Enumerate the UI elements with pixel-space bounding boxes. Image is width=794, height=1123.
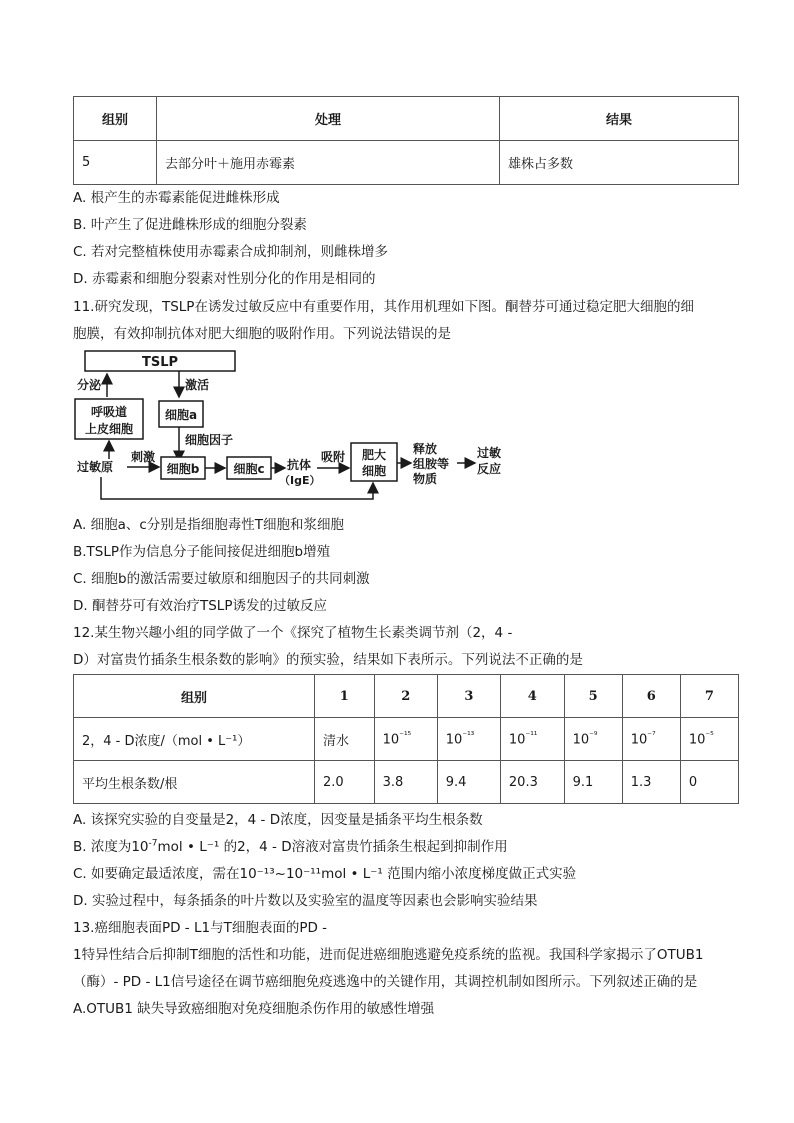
root-cell: 9.1 [564,761,622,804]
secrete-label: 分泌 [77,378,102,392]
root-cell: 0 [680,761,738,804]
q12-stem-line1: 12.某生物兴趣小组的同学做了一个《探究了植物生长素类调节剂（2，4 - [73,625,513,641]
adsorb-label: 吸附 [321,450,346,464]
activate-label: 激活 [185,378,210,392]
conc-cell: $10^{^{-13}}$ [437,718,500,761]
conc-cell: $10^{^{-9}}$ [564,718,622,761]
mast-label-2: 细胞 [361,464,387,478]
q13-stem-line3: （酶）- PD - L1信号途径在调节癌细胞免疫逃逸中的关键作用，其调控机制如图所示。下列叙述正确的是 [73,974,698,990]
q11-stem-line2: 胞膜，有效抑制抗体对肥大细胞的吸附作用。下列说法错误的是 [73,326,451,342]
root-cell: 1.3 [622,761,680,804]
cell-a-label: 细胞a [164,408,198,422]
antibody-label: 抗体 [287,458,312,472]
airway-label-2: 上皮细胞 [84,422,134,436]
header-group: 组别 [74,675,315,718]
row-label-concentration: 2，4 - D浓度/（mol • L⁻¹） [74,718,315,761]
conc-cell: $10^{^{-7}}$ [622,718,680,761]
cell-c-label: 细胞c [233,462,265,476]
release-label-1: 释放 [413,442,438,456]
reaction-label-1: 过敏 [477,446,502,460]
release-label-3: 物质 [413,472,438,486]
header-group-7: 7 [680,675,738,718]
q11-option-d: D. 酮替芬可有效治疗TSLP诱发的过敏反应 [73,598,327,614]
q13-option-a: A.OTUB1 缺失导致癌细胞对免疫细胞杀伤作用的敏感性增强 [73,1001,435,1017]
header-group-1: 1 [315,675,375,718]
table-2 [73,674,739,804]
q12-option-d: D. 实验过程中，每条插条的叶片数以及实验室的温度等因素也会影响实验结果 [73,893,538,909]
airway-label-1: 呼吸道 [90,405,128,419]
q12-option-c: C. 如要确定最适浓度，需在10⁻¹³~10⁻¹¹mol • L⁻¹ 范围内缩小浓度梯度做正式实验 [73,866,577,882]
q12-stem-line2: D）对富贵竹插条生根条数的影响》的预实验，结果如下表所示。下列说法不正确的是 [73,652,583,668]
q13-stem-line1: 13.癌细胞表面PD - L1与T细胞表面的PD - [73,920,328,936]
header-treatment: 处理 [157,97,500,141]
q10-option-c: C. 若对完整植株使用赤霉素合成抑制剂，则雌株增多 [73,244,389,260]
q11-option-b: B.TSLP作为信息分子能间接促进细胞b增殖 [73,544,331,560]
cell-group: 5 [74,141,157,185]
table-row [74,761,739,804]
header-group-5: 5 [564,675,622,718]
root-cell: 2.0 [315,761,375,804]
q10-option-b: B. 叶产生了促进雌株形成的细胞分裂素 [73,217,307,233]
table-row [74,141,739,185]
ige-label: （IgE） [279,474,321,487]
table-header-row [74,97,739,141]
row-label-roots: 平均生根条数/根 [74,761,315,804]
conc-cell: $10^{^{-11}}$ [500,718,564,761]
conc-cell: 清水 [315,718,375,761]
q11-option-c: C. 细胞b的激活需要过敏原和细胞因子的共同刺激 [73,571,370,587]
q11-option-a: A. 细胞a、c分别是指细胞毒性T细胞和浆细胞 [73,517,345,533]
q13-stem-line2: 1特异性结合后抑制T细胞的活性和功能，进而促进癌细胞逃避免疫系统的监视。我国科学家揭示了OTUB1 [73,947,704,963]
tslp-mechanism-diagram [73,347,533,507]
root-cell: 9.4 [437,761,500,804]
conc-cell: $10^{^{-5}}$ [680,718,738,761]
header-group-3: 3 [437,675,500,718]
table-header-row [74,675,739,718]
q10-option-d: D. 赤霉素和细胞分裂素对性别分化的作用是相同的 [73,271,376,287]
mast-label-1: 肥大 [361,448,387,462]
table-row [74,718,739,761]
q10-option-a: A. 根产生的赤霉素能促进雌株形成 [73,190,280,206]
stimulate-label: 刺激 [131,450,156,464]
tslp-label: TSLP [141,355,179,370]
table-1 [73,96,739,185]
release-label-2: 组胺等 [413,457,450,471]
root-cell: 20.3 [500,761,564,804]
allergen-label: 过敏原 [77,460,114,474]
root-cell: 3.8 [374,761,437,804]
q12-option-b: B. 浓度为$10^{-7}mol$ • L⁻¹ 的2，4 - D溶液对富贵竹插条生根起到抑制作用 [73,838,508,855]
reaction-label-2: 反应 [477,462,502,476]
cytokine-label: 细胞因子 [185,433,234,447]
cell-treatment: 去部分叶＋施用赤霉素 [157,141,500,185]
q12-option-a: A. 该探究实验的自变量是2，4 - D浓度，因变量是插条平均生根条数 [73,812,483,828]
cell-b-label: 细胞b [166,462,200,476]
header-group-6: 6 [622,675,680,718]
header-group: 组别 [74,97,157,141]
q11-stem-line1: 11.研究发现，TSLP在诱发过敏反应中有重要作用，其作用机理如下图。酮替芬可通过稳定肥大细胞的细 [73,299,694,315]
conc-cell: $10^{^{-15}}$ [374,718,437,761]
header-result: 结果 [500,97,739,141]
header-group-4: 4 [500,675,564,718]
header-group-2: 2 [374,675,437,718]
cell-result: 雄株占多数 [500,141,739,185]
